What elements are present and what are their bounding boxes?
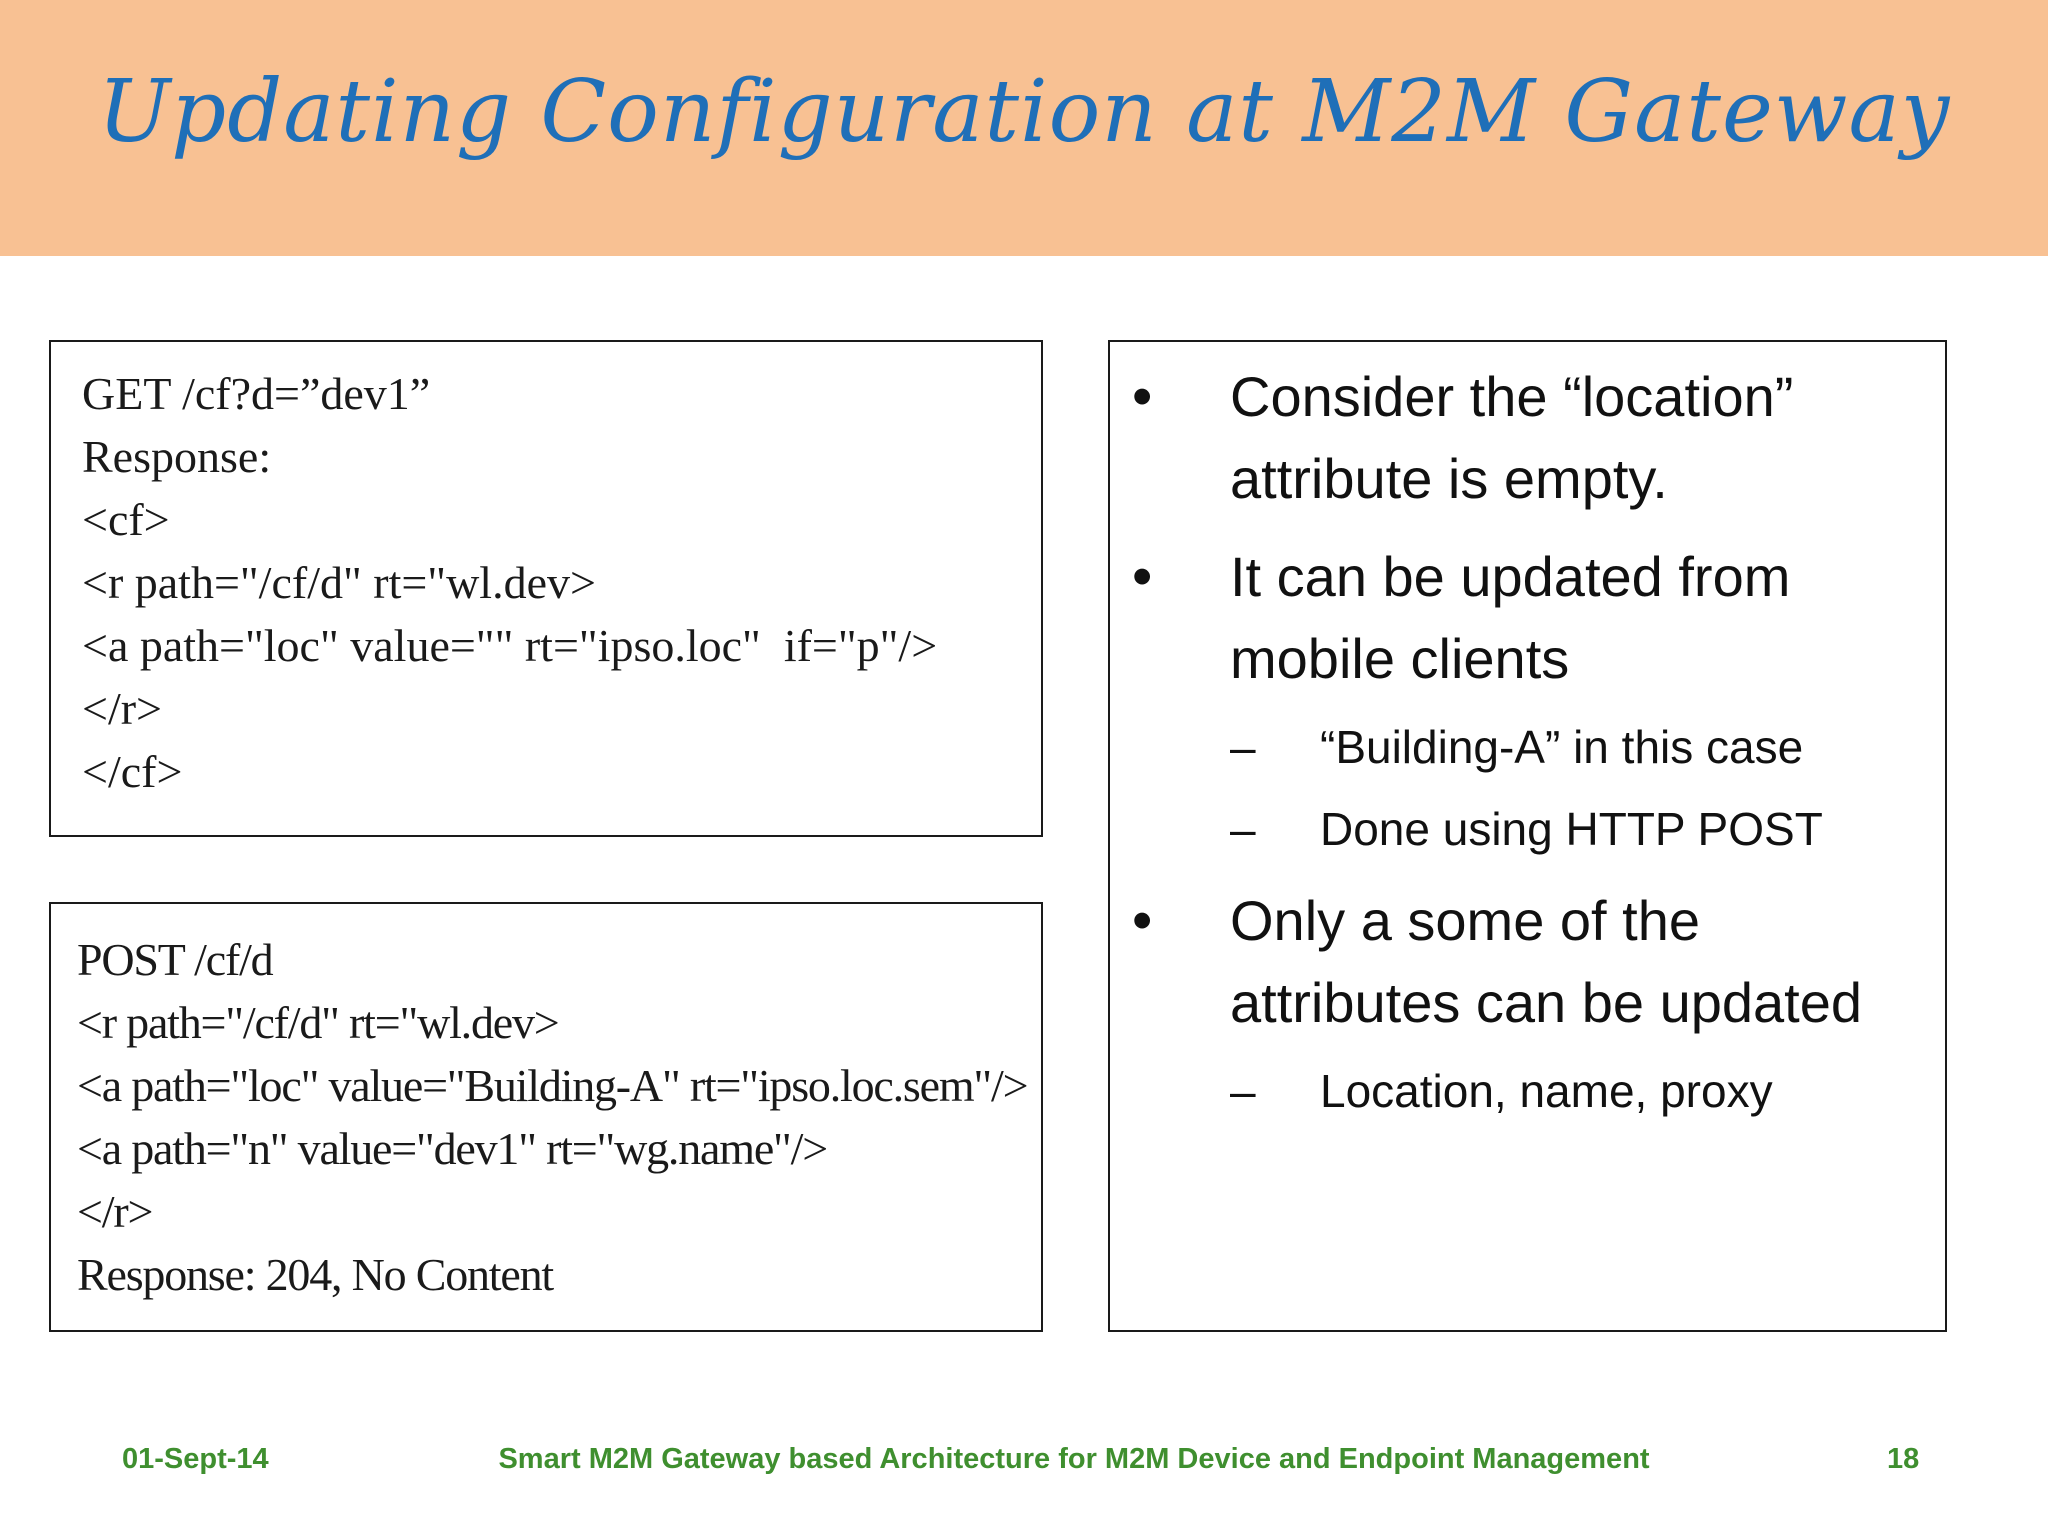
- bullet-text: Only a some of the attributes can be updated: [1230, 889, 1863, 1034]
- slide-title: Updating Configuration at M2M Gateway: [97, 62, 1951, 162]
- post-request-box: [49, 902, 1043, 1332]
- code-line: <a path="n" value="dev1" rt="wg.name"/>: [77, 1123, 827, 1174]
- title-banner: [0, 0, 2048, 256]
- code-line: </r>: [82, 683, 162, 734]
- bullet-icon: •: [1132, 364, 1153, 429]
- footer-date: 01-Sept-14: [122, 1443, 269, 1475]
- code-line: </r>: [77, 1186, 153, 1237]
- bullet-list-box: [1108, 340, 1947, 1332]
- footer-title: Smart M2M Gateway based Architecture for M2M Device and Endpoint Management: [498, 1443, 1650, 1475]
- bullet-text: Consider the “location” attribute is empty.: [1230, 365, 1794, 510]
- bullet-icon: •: [1132, 888, 1153, 953]
- code-line: <r path="/cf/d" rt="wl.dev>: [77, 997, 559, 1048]
- sub-bullet-text: “Building-A” in this case: [1320, 721, 1804, 773]
- dash-icon: –: [1230, 1065, 1256, 1117]
- sub-bullet-text: Location, name, proxy: [1320, 1065, 1773, 1117]
- code-line: Response:: [82, 431, 272, 482]
- code-line: POST /cf/d: [77, 934, 273, 985]
- bullet-icon: •: [1132, 544, 1153, 609]
- get-request-box: [49, 340, 1043, 837]
- code-line: </cf>: [82, 746, 183, 797]
- dash-icon: –: [1230, 803, 1256, 855]
- sub-bullet-text: Done using HTTP POST: [1320, 803, 1823, 855]
- code-line: <r path="/cf/d" rt="wl.dev>: [82, 557, 596, 608]
- code-line: <a path="loc" value="" rt="ipso.loc" if="p"/>: [82, 620, 938, 671]
- code-line: <a path="loc" value="Building-A" rt="ipso.loc.sem"/>: [77, 1060, 1028, 1111]
- code-line: Response: 204, No Content: [77, 1249, 553, 1300]
- page-number: 18: [1887, 1443, 1920, 1475]
- code-line: <cf>: [82, 494, 170, 545]
- dash-icon: –: [1230, 721, 1256, 773]
- code-line: GET /cf?d=”dev1”: [82, 368, 431, 419]
- bullet-text: It can be updated from mobile clients: [1230, 545, 1791, 690]
